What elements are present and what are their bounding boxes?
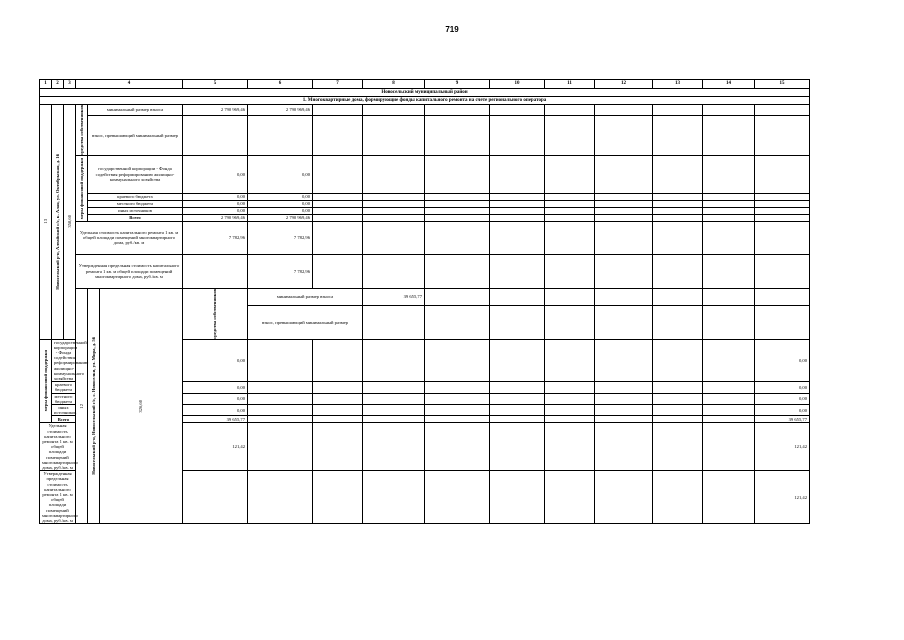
value-cell: 2 790 969,46 [183,105,248,116]
value-cell [425,288,490,305]
min-contribution-label: минимальный размер взноса [248,288,363,305]
value-cell [363,306,425,339]
limit-cost-label: Утвержденная предельная стоимость капитального ремонта 1 кв. м общей площади помещений многоквартирного дома, руб./кв. м [40,471,76,524]
table-row [40,254,810,288]
value-cell [755,254,810,288]
header-cell: 14 [703,80,755,89]
value-cell: 0,00 [183,193,248,200]
limit-cost-label: Утвержденная предельная стоимость капитального ремонта 1 кв. м общей площади помещений многоквартирного дома, руб./кв. м [76,254,183,288]
header-cell: 6 [248,80,313,89]
value-cell [248,115,313,155]
row-number: 13 [42,219,48,225]
table-row [40,200,810,207]
section-title: 1. Многоквартирные дома, формирующие фонды капитального ремонта на счете регионального оператора [40,97,810,105]
value-cell [248,471,313,524]
fin-support-label: меры финансовой поддержки [78,157,84,219]
district-title: Новосельский муниципальный район [40,89,810,97]
value-cell: 0,00 [248,193,313,200]
value-cell: 121,42 [755,471,810,524]
value-cell [755,105,810,116]
header-cell: 9 [425,80,490,89]
min-contribution-label: минимальный размер взноса [88,105,183,116]
house-address: Новосельский р-н, Алтайский с/с, к. Алая, ул. Октябрьская, д. 16 [54,153,60,290]
value-cell [755,200,810,207]
header-cell: 11 [545,80,595,89]
header-cell: 5 [183,80,248,89]
value-cell [248,339,313,382]
value-cell [183,254,248,288]
value-cell [755,155,810,193]
value-cell [755,221,810,254]
regional-budget-label: краевого бюджета [52,382,76,393]
value-cell: 0,00 [183,393,248,404]
table-row [40,221,810,254]
total-label: Всего [88,214,183,221]
regional-budget-label: краевого бюджета [88,193,183,200]
value-cell [248,382,313,393]
header-cell: 4 [76,80,183,89]
header-cell: 12 [595,80,653,89]
value-cell: 0,00 [248,207,313,214]
value-cell: 7 782,96 [248,254,313,288]
value-cell [755,207,810,214]
value-cell [425,306,490,339]
header-row [40,80,810,89]
value-cell: 0,00 [183,339,248,382]
value-cell: 0,00 [755,382,810,393]
excess-contribution-label: взнос, превышающий минимальный размер [88,115,183,155]
value-cell: 2 790 969,46 [248,105,313,116]
value-cell: 0,00 [183,207,248,214]
house-area: 358,60 [66,215,72,229]
value-cell: 39 655,77 [363,288,425,305]
row-number: 12 [78,403,84,409]
value-cell [248,423,313,471]
value-cell: 0,00 [755,339,810,382]
header-cell: 3 [64,80,76,89]
value-cell: 2 790 969,46 [248,214,313,221]
value-cell: 0,00 [183,404,248,415]
table-row [40,214,810,221]
value-cell [183,115,248,155]
own-funds-label: средства собственников [78,105,84,155]
capital-repair-table [39,79,810,524]
fin-support-label: меры финансовой поддержки [42,350,48,412]
local-budget-label: местного бюджета [52,393,76,404]
value-cell: 39 655,77 [755,416,810,423]
other-sources-label: иных источников [52,404,76,415]
specific-cost-label: Удельная стоимость капитального ремонта 1 кв. м общей площади помещений многоквартирного дома, руб./кв. м [76,221,183,254]
house-address: Новосельский р-н, Новосельский с/с, с. Новоселки, ул. Мира, д. 56 [90,337,96,475]
value-cell [183,471,248,524]
other-sources-label: иных источников [88,207,183,214]
section-row [40,97,810,105]
excess-contribution-label: взнос, превышающий минимальный размер [248,306,363,339]
table-row [40,155,810,193]
header-cell: 10 [490,80,545,89]
header-cell: 7 [313,80,363,89]
value-cell [248,404,313,415]
table-row [40,193,810,200]
fund-corp-label: государственной корпорации - Фонда содействия реформированию жилищно-коммунального хозяйства [52,339,76,382]
header-cell: 13 [653,80,703,89]
table-row [40,115,810,155]
value-cell [248,416,313,423]
table-row [40,207,810,214]
value-cell: 0,00 [755,404,810,415]
own-funds-label: средства собственников [212,288,218,339]
district-row [40,89,810,97]
value-cell: 0,00 [755,393,810,404]
header-cell: 2 [52,80,64,89]
value-cell [755,115,810,155]
header-cell: 15 [755,80,810,89]
value-cell: 7 782,96 [248,221,313,254]
table-row [40,288,810,305]
value-cell: 0,00 [183,200,248,207]
value-cell: 121,42 [183,423,248,471]
table-row [40,105,810,116]
fund-corp-label: государственной корпорации - Фонда содействия реформированию жилищно-коммунального хозяйства [88,155,183,193]
page-number: 719 [445,25,459,34]
value-cell [755,214,810,221]
value-cell: 121,42 [755,423,810,471]
specific-cost-label: Удельная стоимость капитального ремонта 1 кв. м общей площади помещений многоквартирного дома, руб./кв. м [40,423,76,471]
value-cell: 2 790 969,46 [183,214,248,221]
value-cell: 7 782,96 [183,221,248,254]
value-cell: 0,00 [248,155,313,193]
total-label: Всего [52,416,76,423]
header-cell: 1 [40,80,52,89]
house-area: 326,60 [138,399,144,413]
value-cell: 0,00 [248,200,313,207]
value-cell [248,393,313,404]
value-cell [755,193,810,200]
value-cell: 39 655,77 [183,416,248,423]
value-cell: 0,00 [183,382,248,393]
value-cell: 0,00 [183,155,248,193]
local-budget-label: местного бюджета [88,200,183,207]
header-cell: 8 [363,80,425,89]
